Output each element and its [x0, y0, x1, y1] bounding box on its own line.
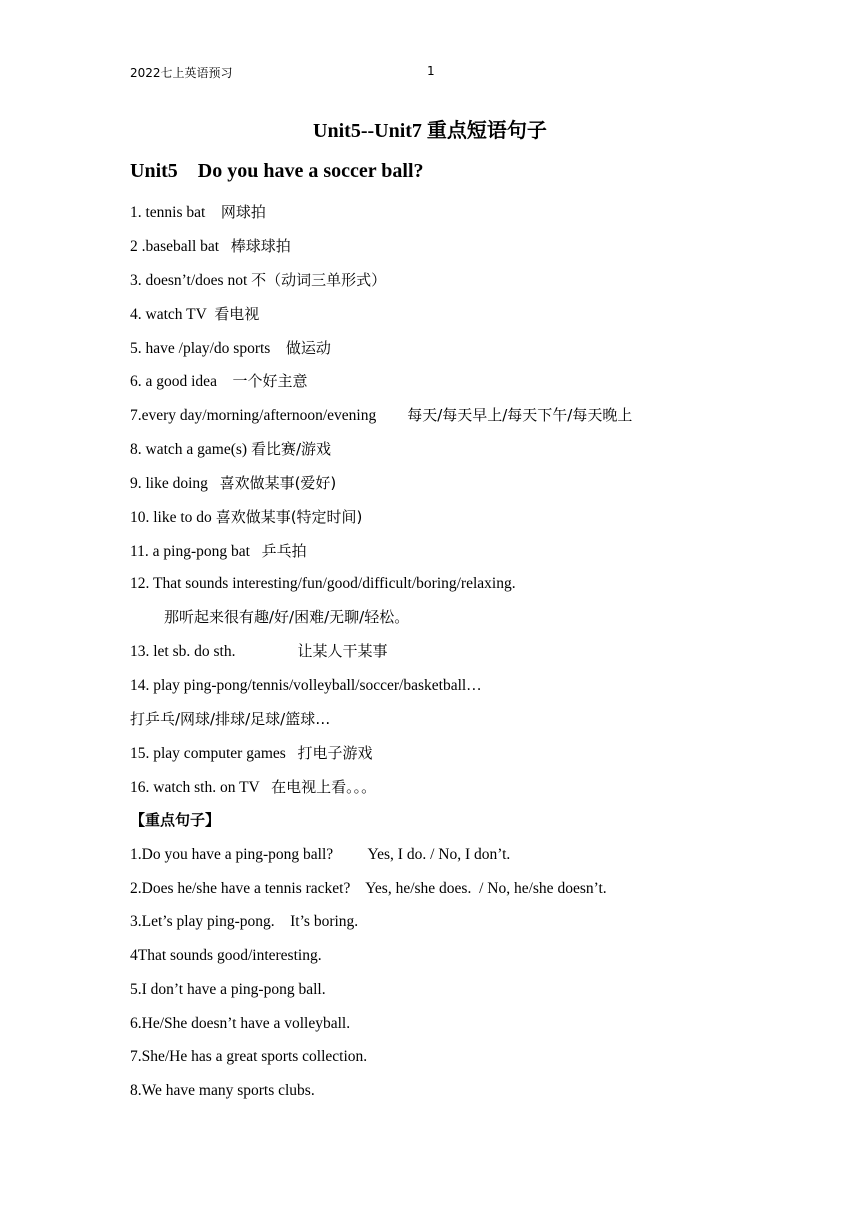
- unit-heading: Unit5 Do you have a soccer ball?: [130, 160, 424, 182]
- phrase-line: 2 .baseball bat 棒球球拍: [130, 237, 291, 255]
- sentence-line: 1.Do you have a ping-pong ball? Yes, I do. / No, I don’t.: [130, 846, 511, 863]
- phrase-line: 4. watch TV 看电视: [130, 305, 260, 323]
- page-number: 1: [427, 64, 435, 78]
- phrase-line: 13. let sb. do sth. 让某人干某事: [130, 642, 388, 660]
- phrase-line: 15. play computer games 打电子游戏: [130, 744, 373, 762]
- phrase-line: 9. like doing 喜欢做某事(爱好): [130, 474, 337, 492]
- sentence-line: 5.I don’t have a ping-pong ball.: [130, 981, 326, 998]
- sentences-label: 【重点句子】: [130, 811, 221, 829]
- sentence-line: 8.We have many sports clubs.: [130, 1082, 315, 1099]
- phrase-line: 1. tennis bat 网球拍: [130, 203, 266, 221]
- sentence-line: 6.He/She doesn’t have a volleyball.: [130, 1015, 351, 1032]
- sentence-line: 3.Let’s play ping-pong. It’s boring.: [130, 913, 359, 930]
- phrase-translation: 打乒乓/网球/排球/足球/篮球…: [130, 710, 331, 728]
- phrase-translation: 那听起来很有趣/好/困难/无聊/轻松。: [164, 608, 410, 626]
- document-title: Unit5--Unit7 重点短语句子: [313, 120, 547, 142]
- phrase-line: 16. watch sth. on TV 在电视上看。。。: [130, 778, 377, 796]
- phrase-line: 8. watch a game(s) 看比赛/游戏: [130, 440, 331, 458]
- phrase-line: 7.every day/morning/afternoon/evening 每天/每天早上/每天下午/每天晚上: [130, 406, 633, 424]
- sentence-line: 4That sounds good/interesting.: [130, 947, 322, 964]
- phrase-line: 3. doesn’t/does not 不（动词三单形式）: [130, 271, 387, 289]
- phrase-line: 5. have /play/do sports 做运动: [130, 339, 331, 357]
- phrase-line: 11. a ping-pong bat 乒乓拍: [130, 542, 307, 560]
- phrase-line: 10. like to do 喜欢做某事(特定时间): [130, 508, 363, 526]
- phrase-line: 6. a good idea 一个好主意: [130, 372, 308, 390]
- sentence-line: 7.She/He has a great sports collection.: [130, 1048, 368, 1065]
- phrase-line: 14. play ping-pong/tennis/volleyball/soccer/basketball…: [130, 677, 482, 694]
- sentence-line: 2.Does he/she have a tennis racket? Yes, he/she does. / No, he/she doesn’t.: [130, 880, 607, 897]
- phrase-line: 12. That sounds interesting/fun/good/difficult/boring/relaxing.: [130, 575, 516, 592]
- header-text: 2022七上英语预习: [130, 66, 233, 80]
